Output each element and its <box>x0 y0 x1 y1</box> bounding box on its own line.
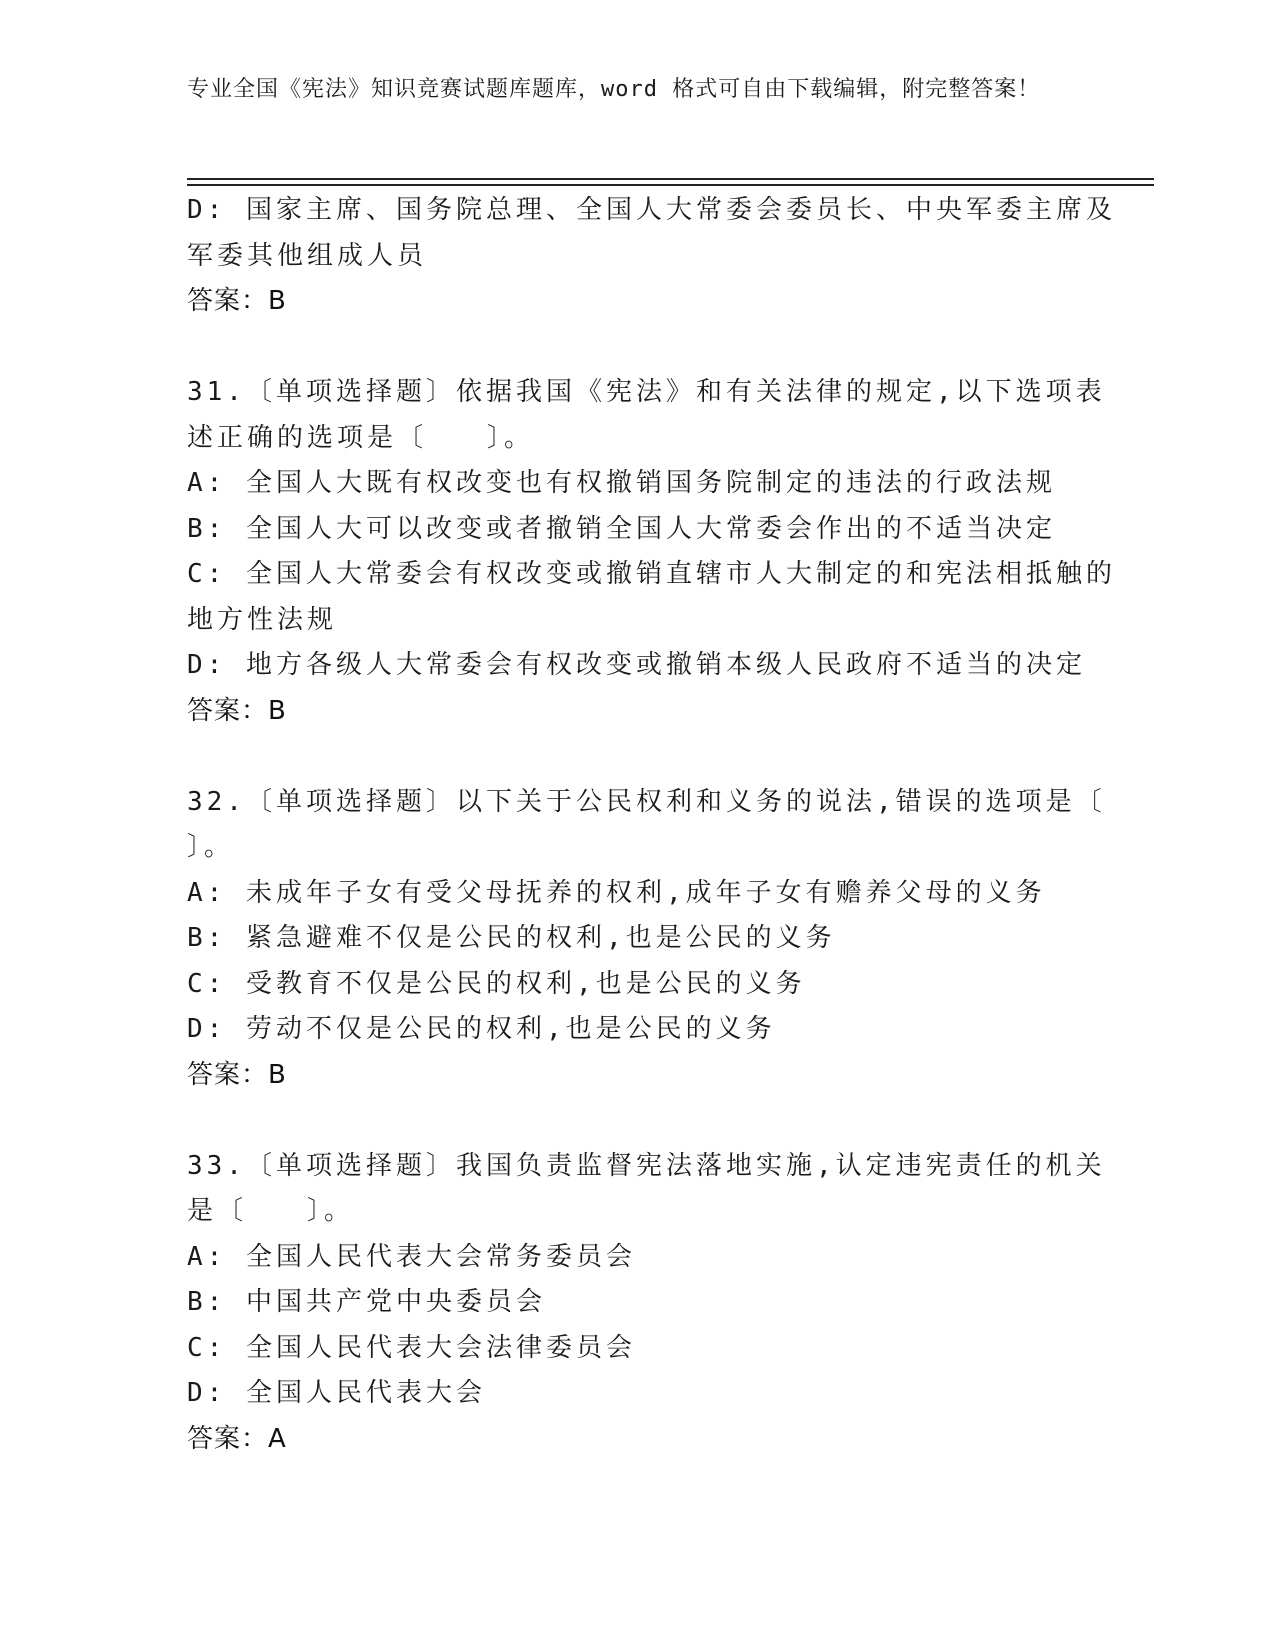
page-header: 专业全国《宪法》知识竞赛试题库题库，word 格式可自由下载编辑，附完整答案！ <box>187 77 1041 102</box>
option-d: D: 地方各级人大常委会有权改变或撤销本级人民政府不适当的决定 <box>187 650 1086 680</box>
spacer <box>187 1098 1087 1144</box>
option-d: D: 全国人民代表大会 <box>187 1378 486 1408</box>
question-32 <box>187 780 1106 1099</box>
answer: 答案：B <box>187 1059 287 1090</box>
option-a: A: 全国人民代表大会常务委员会 <box>187 1241 636 1272</box>
header-rule-top <box>187 178 1154 180</box>
answer: 答案：B <box>187 695 287 726</box>
answer: 答案：B <box>187 286 287 316</box>
question-30-continued <box>187 188 1116 325</box>
option-c-line-2: 地方性法规 <box>187 604 338 635</box>
option-b: B: 中国共产党中央委员会 <box>187 1287 546 1317</box>
question-31 <box>187 370 1116 734</box>
option-c: C: 受教育不仅是公民的权利,也是公民的义务 <box>187 968 806 999</box>
answer: 答案：A <box>187 1423 287 1454</box>
option-b: B: 全国人大可以改变或者撤销全国人大常委会作出的不适当决定 <box>187 513 1056 544</box>
option-d-line-2: 军委其他组成人员 <box>187 240 428 271</box>
document-body <box>187 188 1116 1462</box>
option-a: A: 未成年子女有受父母抚养的权利,成年子女有赡养父母的义务 <box>187 877 1046 908</box>
option-c-line-1: C: 全国人大常委会有权改变或撤销直辖市人大制定的和宪法相抵触的 <box>187 559 1116 589</box>
question-stem-line-1: 32.〔单项选择题〕以下关于公民权利和义务的说法,错误的选项是〔 <box>187 786 1106 817</box>
question-stem-line-2: 是〔 〕。 <box>187 1196 355 1226</box>
option-c: C: 全国人民代表大会法律委员会 <box>187 1332 636 1363</box>
option-b: B: 紧急避难不仅是公民的权利,也是公民的义务 <box>187 923 836 953</box>
question-stem-line-2: 述正确的选项是〔 〕。 <box>187 422 535 453</box>
header-rule-bottom <box>187 184 1154 186</box>
option-d: D: 劳动不仅是公民的权利,也是公民的义务 <box>187 1014 776 1044</box>
spacer <box>187 734 1087 780</box>
option-d-line-1: D: 国家主席、国务院总理、全国人大常委会委员长、中央军委主席及 <box>187 195 1116 225</box>
spacer <box>187 325 1087 371</box>
option-a: A: 全国人大既有权改变也有权撤销国务院制定的违法的行政法规 <box>187 468 1056 498</box>
question-stem-line-1: 31.〔单项选择题〕依据我国《宪法》和有关法律的规定,以下选项表 <box>187 377 1106 407</box>
question-stem-line-2: 〕。 <box>187 832 235 862</box>
question-33 <box>187 1144 1106 1463</box>
question-stem-line-1: 33.〔单项选择题〕我国负责监督宪法落地实施,认定违宪责任的机关 <box>187 1150 1106 1181</box>
